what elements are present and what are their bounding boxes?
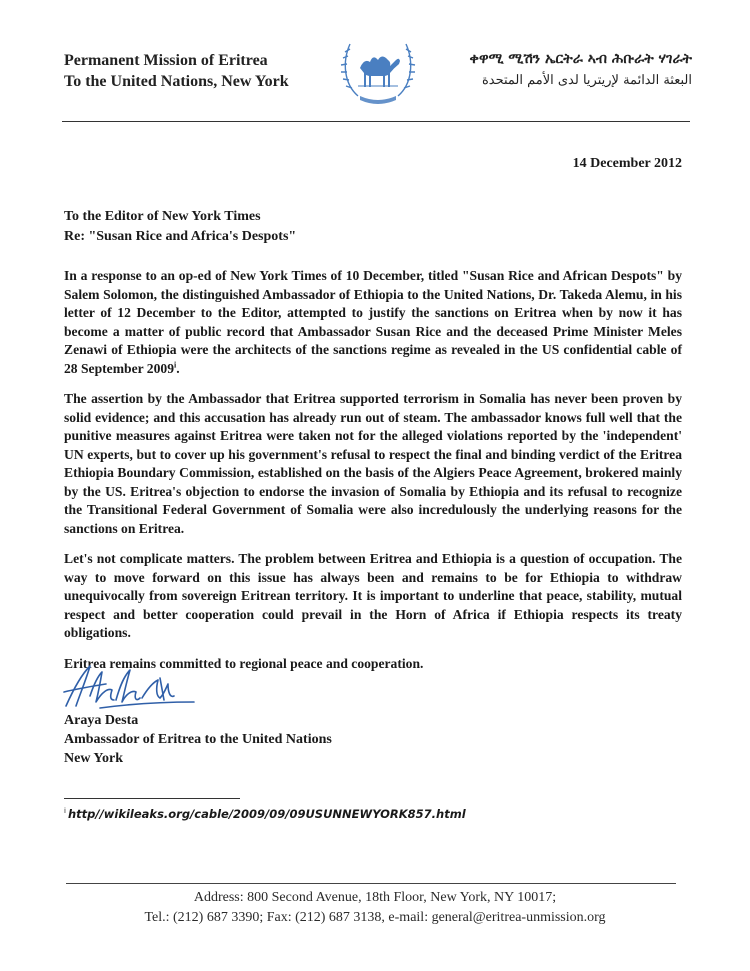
footer-contact (0, 888, 750, 928)
footer-address: Address: 800 Second Avenue, 18th Floor, New York, NY 10017; (193, 890, 557, 905)
re-line: Re: "Susan Rice and Africa's Despots" (64, 229, 297, 244)
paragraph-1-end: . (176, 360, 180, 376)
tigrinya-org-name: ቀዋሚ ሚሽን ኤርትራ ኣብ ሕቡራት ሃገራት (469, 51, 692, 67)
footnote-divider (64, 798, 240, 799)
signatory-title: Ambassador of Eritrea to the United Nations (64, 732, 332, 747)
footnote-link[interactable]: http//wikileaks.org/cable/2009/09/09USUNNEWYORK857.html (67, 807, 466, 821)
paragraph-4: Eritrea remains committed to regional peace and cooperation. (64, 655, 424, 671)
addressee-block (64, 207, 296, 247)
letterhead-org-name (64, 50, 289, 92)
paragraph-3: Let's not complicate matters. The problem between Eritrea and Ethiopia is a question of occupation. The way to move forward on this issue has always been and remains to be for Ethiopia to withdraw unequivocally from sovereign Eritrean territory. It is important to underline that peace, stability, mutual respect and better cooperation could prevail in the Horn of Africa if Ethiopia respects its treaty obligations. (64, 551, 682, 640)
org-name-line2: To the United Nations, New York (64, 73, 289, 90)
signatory-city: New York (64, 751, 123, 766)
footnote-reference: i (174, 359, 177, 369)
arabic-org-name: البعثة الدائمة لإريتريا لدى الأمم المتحدة (481, 73, 692, 88)
handwritten-signature (60, 658, 200, 718)
paragraph-1 (64, 267, 682, 378)
eritrea-emblem-icon (336, 26, 420, 106)
org-name-line1: Permanent Mission of Eritrea (64, 52, 268, 69)
footer-divider (66, 883, 676, 884)
footnote-marker: i (64, 807, 66, 816)
signatory-block (64, 711, 332, 768)
header-divider (62, 121, 690, 122)
letter-date: 14 December 2012 (572, 156, 682, 171)
footnote (64, 807, 466, 821)
to-line: To the Editor of New York Times (64, 209, 261, 224)
paragraph-1-text: In a response to an op-ed of New York Times of 10 December, titled "Susan Rice and African Despots" by Salem Solomon, the distinguished Ambassador of Ethiopia to the United Nations, Dr. Takeda Alemu, in his letter of 12 December to the Editor, attempted to justify the sanctions on Eritrea when by now it has become a matter of public record that Ambassador Susan Rice and the deceased Prime Minister Meles Zenawi of Ethiopia were the architects of the sanctions regime as revealed in the US confidential cable of 28 September 2009 (64, 268, 682, 376)
letter-body (64, 267, 682, 685)
signatory-name: Araya Desta (64, 713, 139, 728)
letterhead-native-names (470, 48, 692, 92)
paragraph-2: The assertion by the Ambassador that Eritrea supported terrorism in Somalia has never been proven by solid evidence; and this accusation has already run out of steam. The ambassador knows full well that the punitive measures against Eritrea were taken not for the alleged violations reported by the 'independent' UN experts, but to cover up his government's refusal to respect the final and binding verdict of the Eritrea Ethiopia Boundary Commission, established on the basis of the Algiers Peace Agreement, brokered mainly by the US. Eritrea's objection to endorse the invasion of Somalia by Ethiopia and its refusal to recognize the Transitional Federal Government of Somalia were also incredulously the underlying reasons for the sanctions on Eritrea. (64, 391, 682, 536)
footer-phone-email: Tel.: (212) 687 3390; Fax: (212) 687 3138, e-mail: general@eritrea-unmission.org (144, 910, 606, 925)
